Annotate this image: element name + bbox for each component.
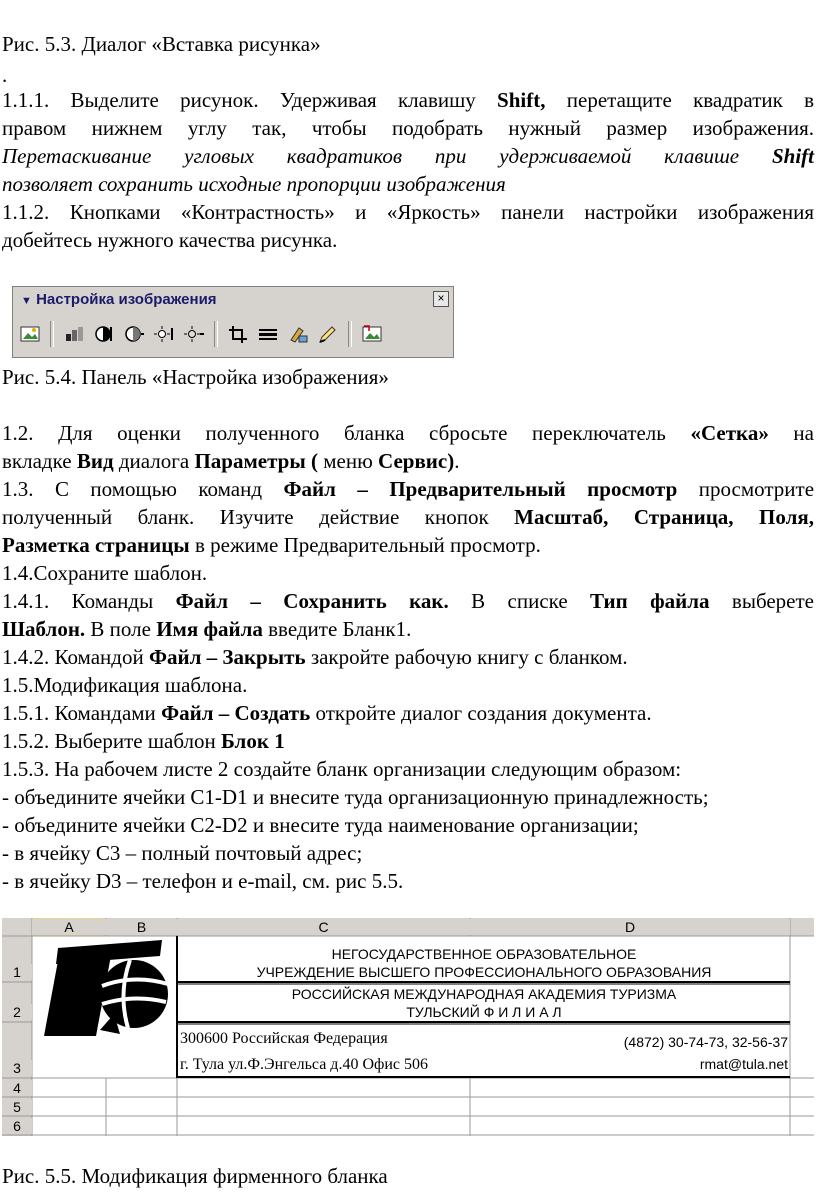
row-header[interactable]: 6 bbox=[2, 1118, 32, 1134]
column-header[interactable]: B bbox=[106, 919, 177, 935]
bullet-item: - объедините ячейки C1-D1 и внесите туда организационную принадлежность; bbox=[2, 785, 709, 809]
toolbar-separator bbox=[348, 321, 352, 347]
column-header[interactable]: D bbox=[470, 919, 790, 935]
figure-caption-5-4: Рис. 5.4. Панель «Настройка изображения» bbox=[2, 365, 389, 389]
more-contrast-icon[interactable] bbox=[91, 321, 117, 347]
stray-dot: . bbox=[2, 63, 8, 87]
line-style-icon[interactable] bbox=[255, 321, 281, 347]
less-brightness-icon[interactable] bbox=[181, 321, 207, 347]
figure-caption-5-5: Рис. 5.5. Модификация фирменного бланка bbox=[2, 1164, 388, 1188]
column-header[interactable]: C bbox=[177, 919, 470, 935]
row-header[interactable]: 3 bbox=[2, 1060, 32, 1076]
column-header[interactable]: A bbox=[32, 919, 106, 935]
cell-c3-line2: г. Тула ул.Ф.Энгельса д.40 Офис 506 bbox=[180, 1056, 429, 1073]
para-1-1-2-line1: 1.1.2. Кнопками «Контрастность» и «Яркость» панели настройки изображения bbox=[2, 200, 814, 224]
toolbar-buttons bbox=[17, 317, 449, 351]
dropdown-arrow-icon: ▼ bbox=[21, 295, 32, 307]
less-contrast-icon[interactable] bbox=[121, 321, 147, 347]
cell-c2-line1: РОССИЙСКАЯ МЕЖДУНАРОДНАЯ АКАДЕМИЯ ТУРИЗМА bbox=[291, 986, 677, 1002]
cell-c3-line1: 300600 Российская Федерация bbox=[180, 1030, 388, 1047]
cell-c1-line2: УЧРЕЖДЕНИЕ ВЫСШЕГО ПРОФЕССИОНАЛЬНОГО ОБРАЗОВАНИЯ bbox=[256, 964, 712, 980]
bullet-item: - в ячейку C3 – полный почтовый адрес; bbox=[2, 841, 363, 865]
para-1-5: 1.5.Модификация шаблона. bbox=[2, 673, 248, 697]
reset-picture-icon[interactable] bbox=[359, 321, 385, 347]
row-header[interactable]: 2 bbox=[2, 1004, 32, 1020]
para-1-1-2-line2: добейтесь нужного качества рисунка. bbox=[2, 228, 338, 252]
cell-c2-line2: ТУЛЬСКИЙ Ф И Л И А Л bbox=[406, 1004, 562, 1020]
para-1-3-line1: 1.3. С помощью команд Файл – Предварительный просмотр просмотрите bbox=[2, 477, 815, 501]
picture-toolbar bbox=[12, 286, 454, 358]
cell-c1-line1: НЕГОСУДАРСТВЕННОЕ ОБРАЗОВАТЕЛЬНОЕ bbox=[331, 946, 637, 962]
para-1-5-1: 1.5.1. Командами Файл – Создать откройте диалог создания документа. bbox=[2, 701, 652, 725]
bullet-item: - в ячейку D3 – телефон и e-mail, см. рис 5.5. bbox=[2, 869, 404, 893]
format-picture-icon[interactable] bbox=[285, 321, 311, 347]
cell-d3-email: rmat@tula.net bbox=[699, 1056, 788, 1072]
cell-d3-phone: (4872) 30-74-73, 32-56-37 bbox=[623, 1034, 788, 1050]
insert-picture-icon[interactable] bbox=[17, 321, 43, 347]
para-1-2-line2: вкладке Вид диалога Параметры ( меню Сервис). bbox=[2, 449, 460, 473]
toolbar-separator bbox=[50, 321, 54, 347]
toolbar-title: ▼ Настройка изображения bbox=[15, 289, 451, 311]
para-1-1-1-line3: Перетаскивание угловых квадратиков при удерживаемой клавише Shift bbox=[2, 144, 814, 168]
figure-caption-5-3: Рис. 5.3. Диалог «Вставка рисунка» bbox=[2, 32, 321, 56]
para-1-5-2: 1.5.2. Выберите шаблон Блок 1 bbox=[2, 729, 285, 753]
bullet-item: - объедините ячейки C2-D2 и внесите туда наименование организации; bbox=[2, 813, 639, 837]
toolbar-separator bbox=[214, 321, 218, 347]
close-icon[interactable]: × bbox=[433, 291, 449, 307]
set-transparent-color-icon[interactable] bbox=[315, 321, 341, 347]
crop-icon[interactable] bbox=[225, 321, 251, 347]
para-1-4-1-line2: Шаблон. В поле Имя файла введите Бланк1. bbox=[2, 617, 412, 641]
para-1-4-1-line1: 1.4.1. Команды Файл – Сохранить как. В списке Тип файла выберете bbox=[2, 589, 814, 613]
para-1-1-1-line4: позволяет сохранить исходные пропорции изображения bbox=[2, 172, 506, 196]
row-header[interactable]: 1 bbox=[2, 964, 32, 980]
para-1-3-line2: полученный бланк. Изучите действие кнопок Масштаб, Страница, Поля, bbox=[2, 505, 814, 529]
image-color-icon[interactable] bbox=[61, 321, 87, 347]
more-brightness-icon[interactable] bbox=[151, 321, 177, 347]
para-1-5-3: 1.5.3. На рабочем листе 2 создайте бланк организации следующим образом: bbox=[2, 757, 682, 781]
para-1-4-2: 1.4.2. Командой Файл – Закрыть закройте рабочую книгу с бланком. bbox=[2, 645, 628, 669]
para-1-1-1-line1: 1.1.1. Выделите рисунок. Удерживая клавишу Shift, перетащите квадратик в bbox=[2, 88, 814, 112]
spreadsheet-figure bbox=[2, 918, 814, 1136]
para-1-1-1-line2: правом нижнем углу так, чтобы подобрать нужный размер изображения. bbox=[2, 116, 814, 140]
row-header[interactable]: 5 bbox=[2, 1099, 32, 1115]
para-1-2-line1: 1.2. Для оценки полученного бланка сбросьте переключатель «Сетка» на bbox=[2, 421, 814, 445]
para-1-3-line3: Разметка страницы в режиме Предварительный просмотр. bbox=[2, 533, 541, 557]
academy-logo bbox=[44, 940, 168, 1036]
row-header[interactable]: 4 bbox=[2, 1080, 32, 1096]
para-1-4: 1.4.Сохраните шаблон. bbox=[2, 561, 208, 585]
